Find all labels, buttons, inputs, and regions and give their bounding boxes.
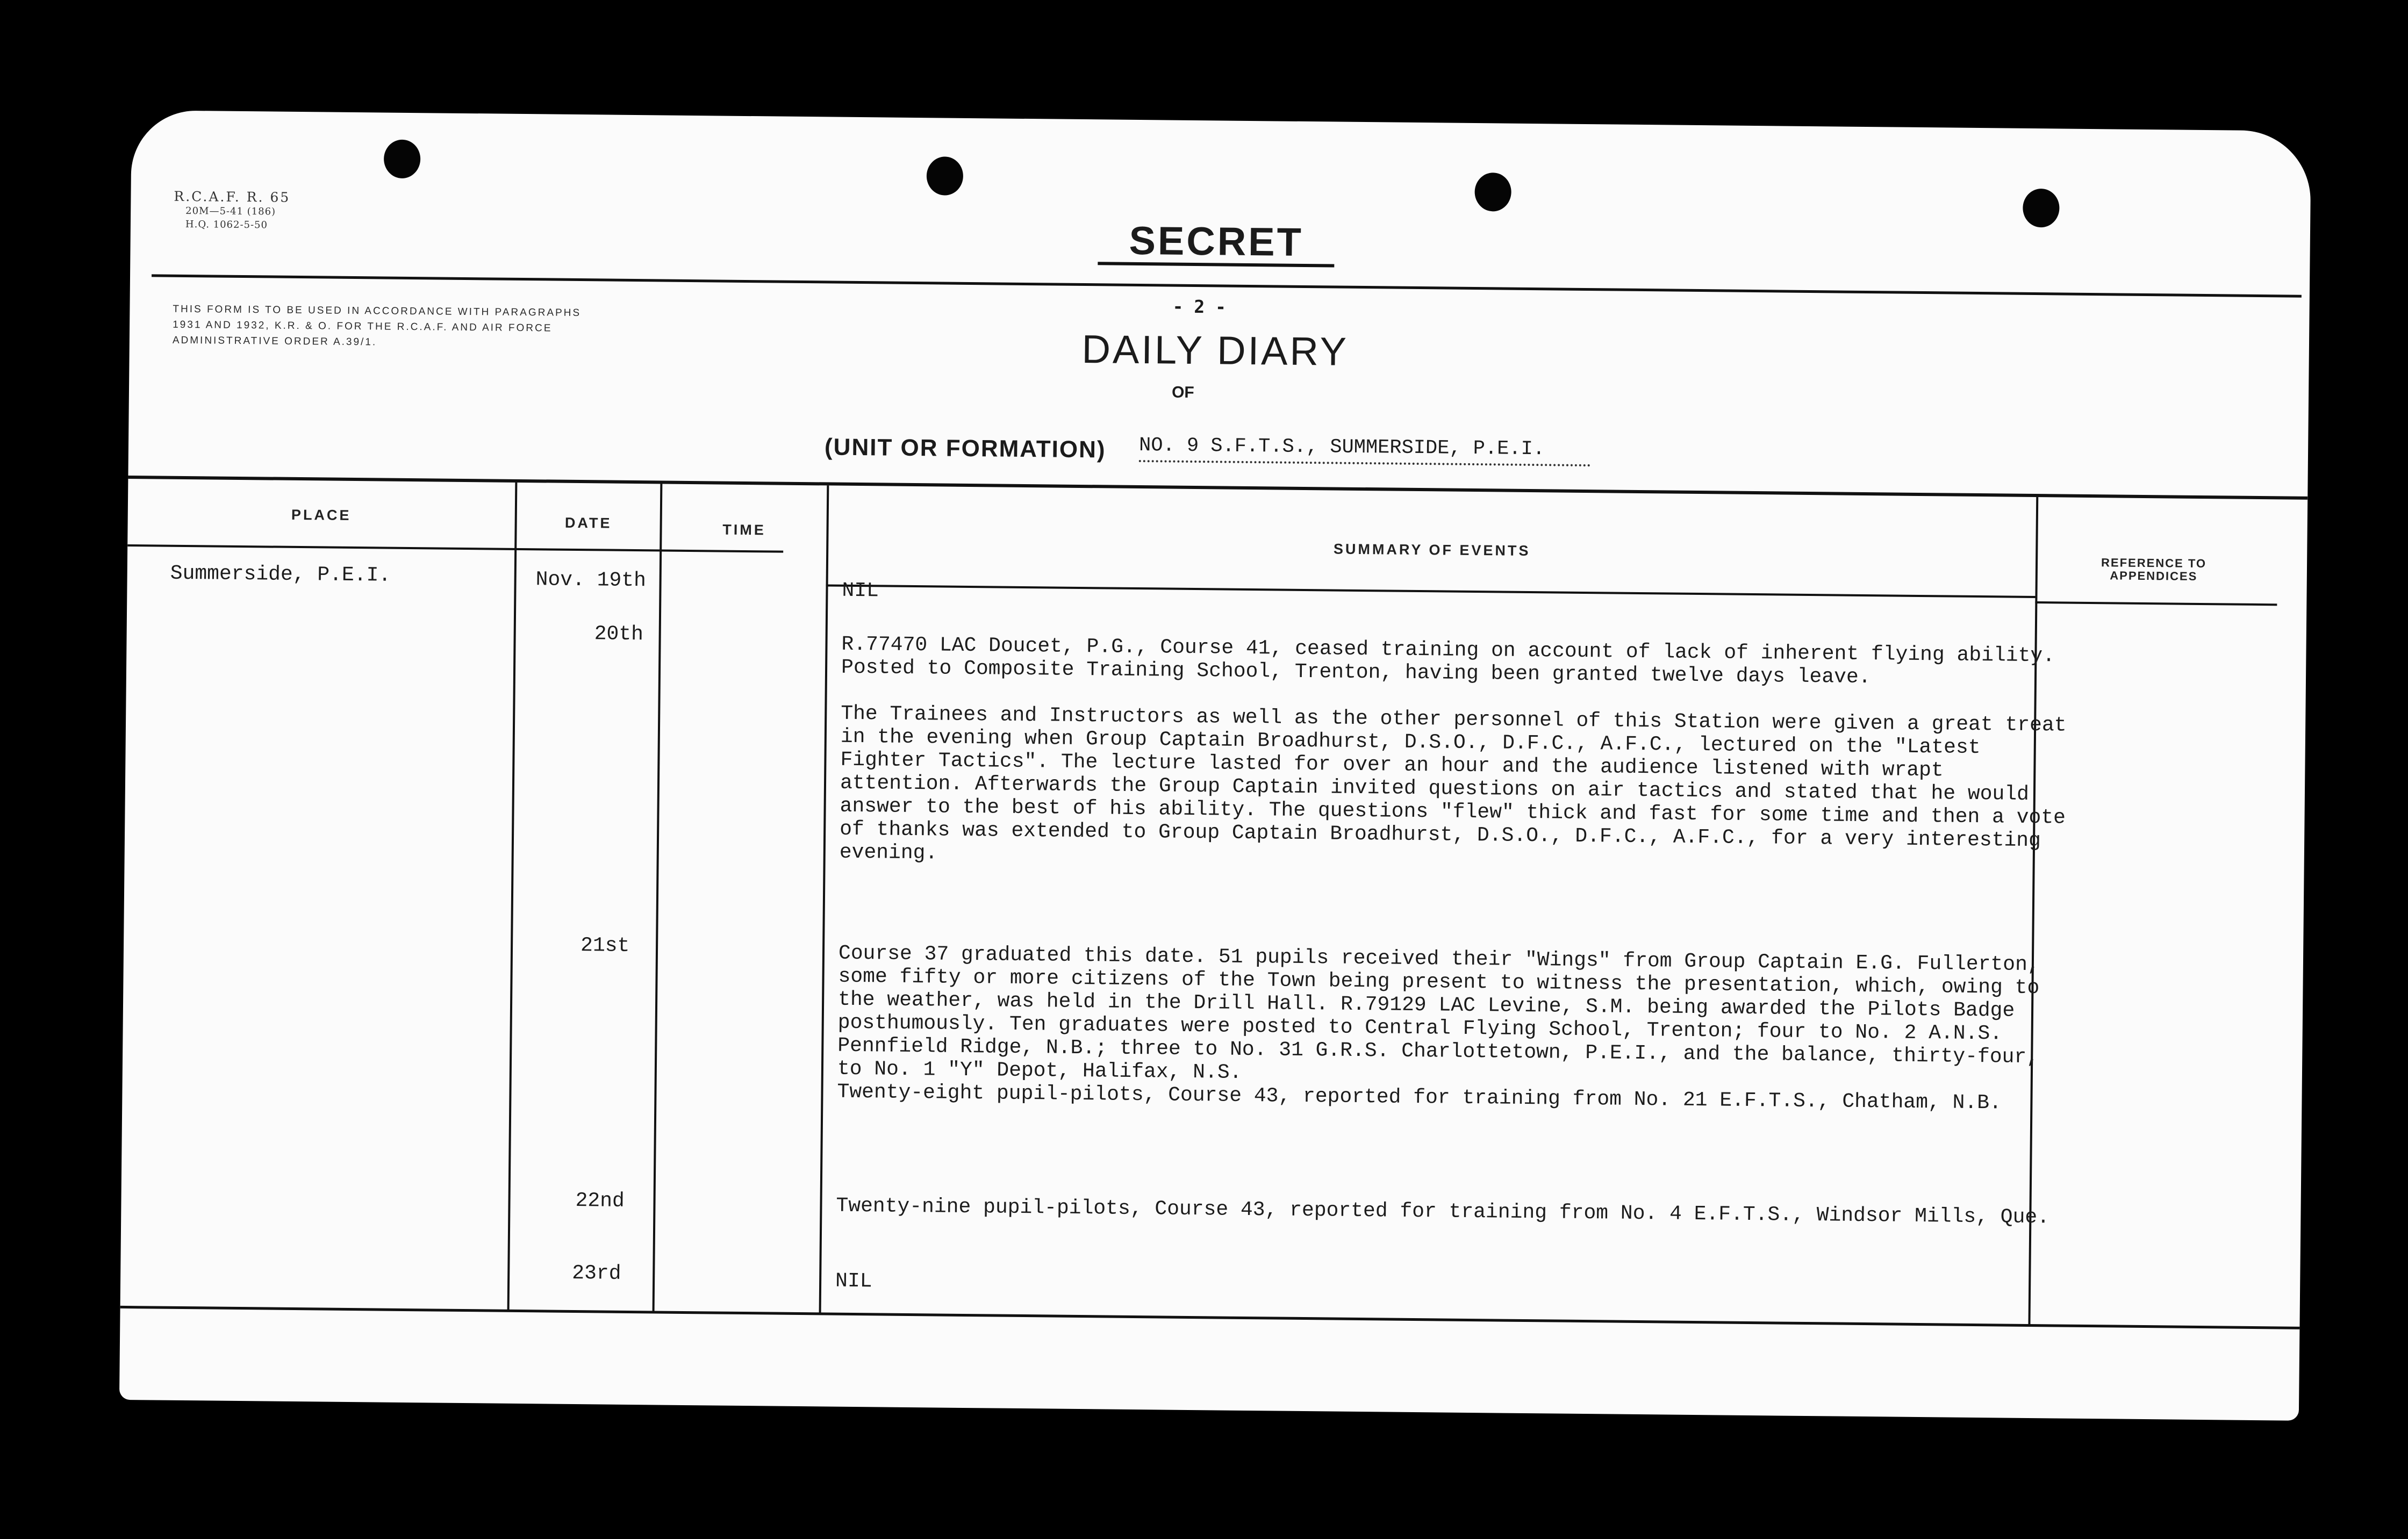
column-header-reference: REFERENCE TO APPENDICES <box>2101 556 2207 583</box>
column-divider <box>653 484 663 1311</box>
column-divider <box>819 485 829 1313</box>
table-top-rule <box>128 476 2307 500</box>
unit-value: NO. 9 S.F.T.S., SUMMERSIDE, P.E.I. <box>1139 434 1590 466</box>
punch-hole <box>1474 172 1511 212</box>
header-rule <box>152 274 2302 297</box>
punch-hole <box>384 140 421 179</box>
form-code-line: 20M—5-41 (186) <box>185 205 276 218</box>
classification-stamp: SECRET <box>1098 219 1335 267</box>
date-cell: 23rd <box>572 1261 621 1285</box>
column-divider <box>2028 497 2038 1325</box>
column-header-date: DATE <box>564 514 612 531</box>
summary-paragraph: NIL <box>842 579 879 603</box>
date-cell: Nov. 19th <box>535 568 647 593</box>
summary-entry <box>837 942 2069 1116</box>
page-number: - 2 - <box>1172 296 1227 318</box>
form-instructions: THIS FORM IS TO BE USED IN ACCORDANCE WITH PARAGRAPHS 1931 AND 1932, K.R. & O. FOR THE R.C.A.F. AND AIR FORCE ADMINISTRATIVE ORDER A.39/1. <box>172 303 582 348</box>
summary-paragraph: NIL <box>835 1269 872 1293</box>
form-code <box>174 189 291 232</box>
page-title: DAILY DIARY <box>1081 326 1349 374</box>
summary-entry <box>840 633 2073 876</box>
summary-paragraph: R.77470 LAC Doucet, P.G., Course 41, ceased training on account of lack of inherent flying ability. Posted to Composite Training School, Trenton, having been granted twelve days leave. <box>841 632 2055 689</box>
summary-paragraph: The Trainees and Instructors as well as the other personnel of this Station were given a great treat in the evening when Group Captain Broadhurst, D.S.O., D.F.C., A.F.C., lectured on the "Latest Fighter Tactics". The lecture lasted for over an hour and the audience listened with wrapt attention. Afterwards the Group Captain invited questions on air tactics and stated that he would answer to the best of his ability. The questions "flew" thick and fast for some time and then a vote of thanks was extended to Group Captain Broadhurst, D.S.O., D.F.C., A.F.C., for a very interesting evening. <box>839 702 2067 865</box>
header-bottom-rule <box>127 544 783 553</box>
place-cell: Summerside, P.E.I. <box>170 562 391 587</box>
punch-hole <box>2023 189 2060 228</box>
summary-paragraph: Twenty-nine pupil-pilots, Course 43, reported for training from No. 4 E.F.T.S., Windsor Mills, Que. <box>836 1194 2050 1229</box>
date-cell: 21st <box>580 934 630 958</box>
column-header-time: TIME <box>722 521 766 538</box>
summary-entry <box>842 579 2073 614</box>
summary-paragraph: Course 37 graduated this date. 51 pupils received their "Wings" from Group Captain E.G. Fullerton, some fifty or more citizens of the Town being present to witness the presentation, which, owing to the weather, was held in the Drill Hall. R.79129 LAC Levine, S.M. being awarded the Pilots Badge posthumously. Ten graduates were posted to Central Flying School, Trenton; four to No. 2 A.N.S. Pennfield Ridge, N.B.; three to No. 31 G.R.S. Charlottetown, P.E.I., and the balance, thirty-four, to No. 1 "Y" Depot, Halifax, N.S. <box>837 941 2040 1084</box>
date-cell: 20th <box>594 622 644 646</box>
form-code-line: R.C.A.F. R. 65 <box>174 188 291 205</box>
punch-hole <box>927 156 964 196</box>
form-code-line: H.Q. 1062-5-50 <box>185 218 268 231</box>
summary-paragraph: Twenty-eight pupil-pilots, Course 43, reported for training from No. 21 E.F.T.S., Chatham, N.B. <box>837 1080 2002 1115</box>
column-divider <box>507 483 518 1310</box>
unit-label: (UNIT OR FORMATION) <box>824 434 1106 463</box>
of-label: OF <box>1171 383 1194 401</box>
column-header-summary: SUMMARY OF EVENTS <box>1333 541 1531 559</box>
summary-entry <box>835 1270 2066 1305</box>
diary-card <box>119 110 2311 1421</box>
summary-entry <box>836 1195 2067 1229</box>
column-header-place: PLACE <box>291 506 352 523</box>
date-cell: 22nd <box>575 1189 625 1213</box>
table-bottom-rule <box>120 1306 2300 1329</box>
